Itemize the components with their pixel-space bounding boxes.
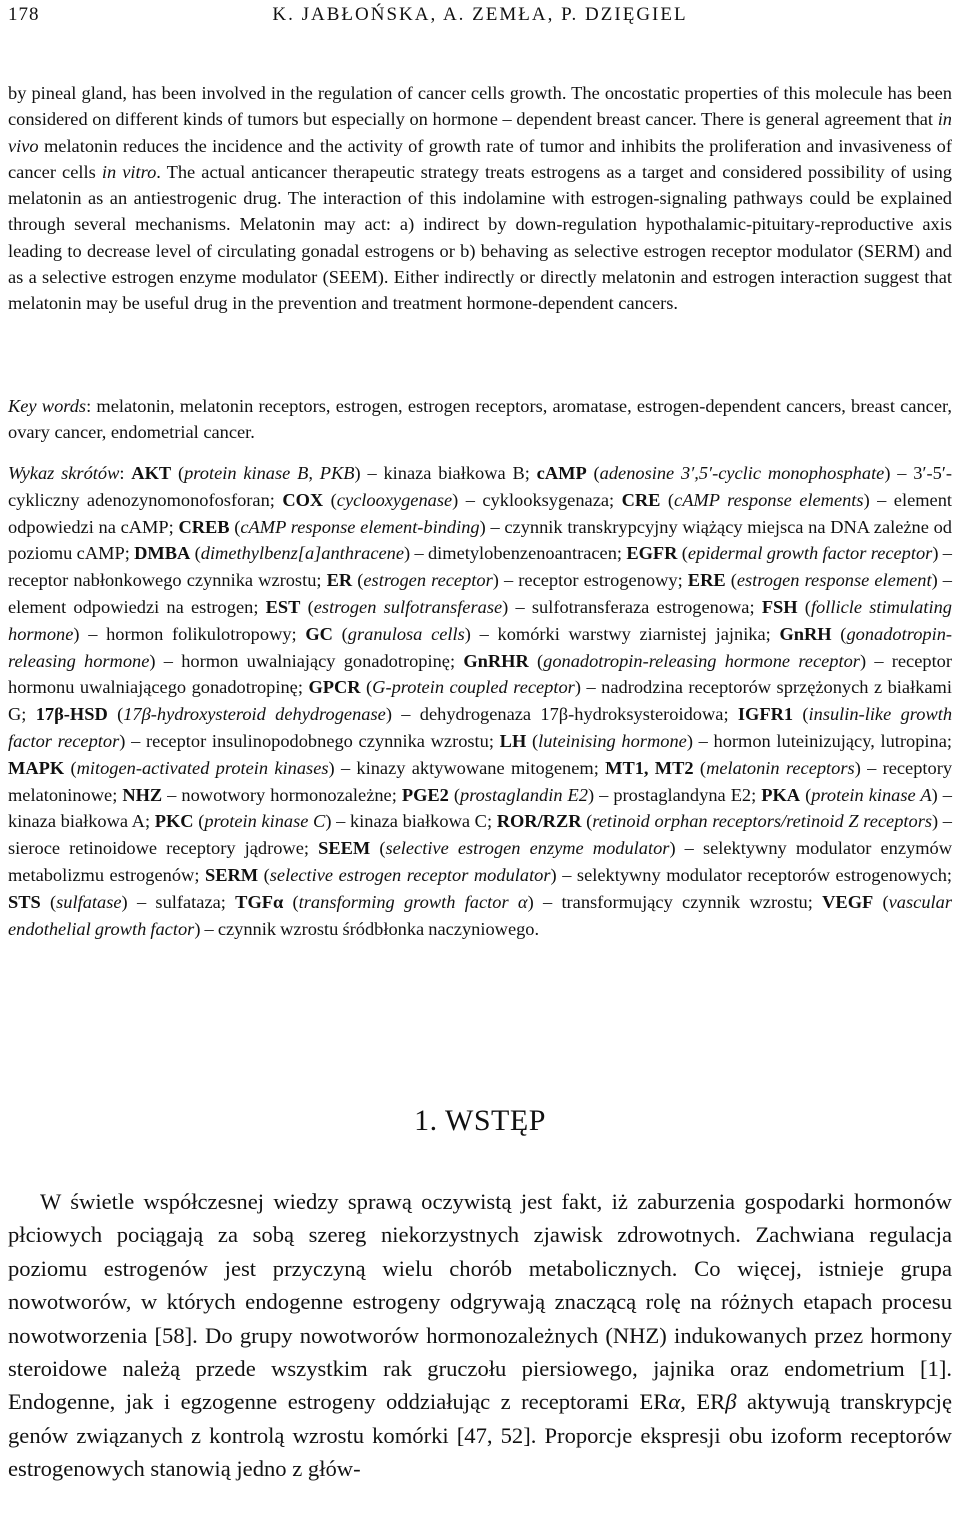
abbreviation-entry: cAMP (adenosine 3′,5′-cyclic monophosphate) – 3′-5′-cykliczny adenozynomonofosforan; bbox=[8, 463, 952, 510]
abbreviation-term: DMBA bbox=[134, 543, 191, 564]
abbreviation-expansion: cyclooxygenase bbox=[336, 489, 453, 510]
abbreviation-entry: PKC (protein kinase C) – kinaza białkowa C; bbox=[154, 811, 497, 832]
abbreviation-expansion: adenosine 3′,5′-cyclic monophosphate bbox=[599, 463, 885, 483]
abbreviation-translation: sieroce retinoidowe receptory jądrowe bbox=[8, 838, 304, 859]
abbreviation-term: TGFα bbox=[235, 891, 284, 912]
abstract-italic-in-vivo: in vivo bbox=[8, 109, 952, 156]
abbreviation-entry: EGFR (epidermal growth factor receptor) – receptor nabłonkowego czynnika wzrostu; bbox=[8, 543, 952, 591]
abbreviation-translation: kinaza białkowa B bbox=[383, 463, 525, 483]
abbreviation-entry: MAPK (mitogen-activated protein kinases) – kinazy aktywowane mitogenem; bbox=[8, 757, 606, 778]
body-text-3: aktywują transkrypcję genów związanych z kontrolą wzrostu komórki [47, 52]. Proporcje ekspresji obu izoform receptorów estrogenowych stanowią jedno z głów- bbox=[8, 1389, 952, 1482]
abbreviation-expansion: cAMP response elements bbox=[674, 489, 864, 510]
abbreviation-entry: GPCR (G-protein coupled receptor) – nadrodzina receptorów sprzężonych z białkami G; bbox=[8, 677, 952, 725]
abbreviation-translation: 3′-5′-cykliczny adenozynomonofosforan bbox=[8, 463, 952, 510]
abbreviation-expansion: sulfatase bbox=[56, 891, 122, 912]
abbreviation-entry: TGFα (transforming growth factor α) – transformujący czynnik wzrostu; bbox=[235, 891, 823, 912]
abbreviation-translation: receptory melatoninowe bbox=[8, 757, 953, 805]
abbreviation-term: COX bbox=[282, 489, 324, 510]
abbreviation-expansion: epidermal growth factor receptor bbox=[687, 543, 933, 564]
abbreviation-translation: dehydrogenaza 17β-hydroksysteroidowa bbox=[419, 704, 724, 725]
abbreviation-translation: hormon folikulotropowy bbox=[106, 623, 292, 644]
abbreviation-term: SEEM bbox=[318, 838, 371, 859]
abbreviation-expansion: protein kinase B, PKB bbox=[184, 463, 355, 483]
abbreviation-expansion: selective estrogen receptor modulator bbox=[269, 864, 551, 885]
abbreviation-term: IGFR1 bbox=[737, 704, 794, 725]
abbreviation-entry: CRE (cAMP response elements) – element odpowiedzi na cAMP; bbox=[8, 489, 953, 537]
abbreviation-entry: IGFR1 (insulin-like growth factor receptor) – receptor insulinopodobnego czynnika wzrostu; bbox=[8, 704, 953, 751]
abbreviation-translation: hormon uwalniający gonadotropinę bbox=[181, 650, 450, 671]
abbreviation-term: NHZ bbox=[122, 784, 163, 805]
abbreviation-expansion: estrogen response element bbox=[736, 570, 932, 591]
abbreviation-expansion: melatonin receptors bbox=[706, 757, 855, 778]
abbreviation-translation: kinazy aktywowane mitogenem bbox=[356, 757, 594, 778]
abbreviation-translation: hormon luteinizujący, lutropina bbox=[713, 730, 947, 751]
abbreviations-list bbox=[8, 463, 952, 939]
abbreviation-term: EST bbox=[265, 596, 301, 617]
abbreviation-translation: receptor hormonu uwalniającego gonadotropinę bbox=[8, 650, 953, 698]
body-beta: β bbox=[725, 1389, 737, 1415]
keywords-paragraph bbox=[8, 393, 952, 446]
abbreviation-expansion: gonadotropin-releasing hormone receptor bbox=[543, 650, 860, 671]
abbreviation-expansion: cAMP response element-binding bbox=[240, 516, 480, 537]
abbreviation-term: AKT bbox=[131, 463, 172, 483]
abbreviation-entry: ERE (estrogen response element) – element odpowiedzi na estrogen; bbox=[8, 570, 952, 617]
abbreviation-expansion: insulin-like growth factor receptor bbox=[8, 704, 953, 751]
abbreviation-translation: selektywny modulator enzymów metabolizmu estrogenów bbox=[8, 838, 953, 885]
body-text-2: , ER bbox=[680, 1389, 726, 1415]
abbreviation-translation: komórki warstwy ziarnistej jajnika bbox=[497, 623, 766, 644]
abbreviation-term: ER bbox=[326, 570, 353, 591]
abbreviation-translation: receptor nabłonkowego czynnika wzrostu bbox=[8, 570, 317, 591]
abbreviations-colon: : bbox=[119, 463, 132, 483]
abbreviation-expansion: estrogen sulfotransferase bbox=[313, 596, 503, 617]
abbreviation-translation: transformujący czynnik wzrostu bbox=[561, 891, 808, 912]
abbreviation-term: PGE2 bbox=[401, 784, 449, 805]
body-paragraph bbox=[8, 1185, 952, 1486]
abbreviation-term: STS bbox=[8, 891, 41, 912]
abbreviations-paragraph bbox=[8, 460, 952, 942]
abbreviation-entry: ROR/RZR (retinoid orphan receptors/retinoid Z receptors) – sieroce retinoidowe receptory jądrowe; bbox=[8, 811, 952, 859]
abbreviation-expansion: retinoid orphan receptors/retinoid Z receptors bbox=[592, 811, 933, 832]
abbreviation-term: GC bbox=[305, 623, 333, 644]
abbreviation-entry: SERM (selective estrogen receptor modulator) – selektywny modulator receptorów estrogenowych; bbox=[204, 864, 953, 885]
abbreviation-translation: cyklooksygenaza bbox=[482, 489, 610, 510]
abstract-text-3: . The actual anticancer therapeutic strategy treats estrogens as a target and considered possibility of using melatonin as an antiestrogenic drug. The interaction of this indolamine with estrogen-signaling pathways could be explained through several mechanisms. Melatonin may act: a) indirect by down-regulation hypothalamic-pituitary-reproductive axis leading to decrease level of circulating gonadal estrogens or b) behaving as selective estrogen receptor modulator (SERM) and as a selective estrogen enzyme modulator (SEEM). Either indirectly or directly melatonin and estrogen interaction suggest that melatonin may be useful drug in the prevention and treatment hormone-dependent cancers. bbox=[8, 161, 952, 314]
abbreviation-term: GPCR bbox=[308, 677, 361, 698]
abbreviation-term: VEGF bbox=[822, 891, 874, 912]
running-header bbox=[8, 4, 952, 28]
abbreviation-translation: sulfataza bbox=[155, 891, 221, 912]
abbreviation-translation: receptor insulinopodobnego czynnika wzrostu bbox=[145, 730, 489, 751]
abbreviation-term: ROR/RZR bbox=[496, 811, 582, 832]
abbreviation-entry: GnRHR (gonadotropin-releasing hormone receptor) – receptor hormonu uwalniającego gonadotropinę; bbox=[8, 650, 953, 698]
abbreviation-term: cAMP bbox=[536, 463, 587, 483]
abbreviation-entry: DMBA (dimethylbenz[a]anthracene) – dimetylobenzenoantracen; bbox=[134, 543, 627, 564]
abbreviation-entry: GnRH (gonadotropin-releasing hormone) – hormon uwalniający gonadotropinę; bbox=[8, 623, 953, 671]
abbreviation-entry: 17β-HSD (17β-hydroxysteroid dehydrogenase) – dehydrogenaza 17β-hydroksysteroidowa; bbox=[35, 704, 738, 725]
abbreviation-entry: NHZ – nowotwory hormonozależne; bbox=[122, 784, 402, 805]
running-header-authors: K. JABŁOŃSKA, A. ZEMŁA, P. DZIĘGIEL bbox=[272, 4, 688, 25]
abbreviation-expansion: 17β-hydroxysteroid dehydrogenase bbox=[123, 704, 386, 725]
abbreviation-entry: COX (cyclooxygenase) – cyklooksygenaza; bbox=[282, 489, 622, 510]
abbreviation-term: GnRHR bbox=[463, 650, 529, 671]
abbreviation-expansion: transforming growth factor α bbox=[298, 891, 528, 912]
abbreviation-expansion: selective estrogen enzyme modulator bbox=[385, 838, 670, 859]
abbreviation-entry: EST (estrogen sulfotransferase) – sulfotransferaza estrogenowa; bbox=[265, 596, 762, 617]
abbreviation-translation: selektywny modulator receptorów estrogenowych bbox=[576, 864, 947, 885]
body-alpha: α bbox=[668, 1389, 681, 1415]
abbreviation-translation: nadrodzina receptorów sprzężonych z białkami G bbox=[8, 677, 952, 725]
abbreviation-expansion: G-protein coupled receptor bbox=[372, 677, 575, 698]
abbreviation-expansion: granulosa cells bbox=[347, 623, 465, 644]
abbreviation-term: MT1, MT2 bbox=[605, 757, 694, 778]
abbreviation-entry: GC (granulosa cells) – komórki warstwy ziarnistej jajnika; bbox=[305, 623, 780, 644]
abbreviation-translation: dimetylobenzenoantracen bbox=[427, 543, 617, 564]
abbreviation-entry: MT1, MT2 (melatonin receptors) – receptory melatoninowe; bbox=[8, 757, 953, 805]
abstract-text-1: by pineal gland, has been involved in the regulation of cancer cells growth. The oncostatic properties of this molecule has been considered on different kinds of tumors but especially on hormone – dependent breast cancer. There is general agreement that bbox=[8, 83, 952, 130]
abstract-text-2: melatonin reduces the incidence and the activity of growth rate of tumor and inhibits the proliferation and invasiveness of cancer cells bbox=[8, 135, 952, 182]
abbreviation-translation: prostaglandyna E2 bbox=[613, 784, 752, 805]
abbreviation-translation: nowotwory hormonozależne bbox=[181, 784, 392, 805]
abbreviation-entry: LH (luteinising hormone) – hormon luteinizujący, lutropina; bbox=[499, 730, 953, 751]
abbreviation-term: CREB bbox=[178, 516, 230, 537]
abbreviation-entry: VEGF (vascular endothelial growth factor) – czynnik wzrostu śródbłonka naczyniowego. bbox=[8, 891, 952, 939]
abbreviation-term: GnRH bbox=[779, 623, 832, 644]
abbreviation-translation: sulfotransferaza estrogenowa bbox=[531, 596, 750, 617]
abbreviation-entry: ER (estrogen receptor) – receptor estrogenowy; bbox=[326, 570, 688, 591]
abbreviation-entry: SEEM (selective estrogen enzyme modulator) – selektywny modulator enzymów metabolizmu estrogenów; bbox=[8, 838, 953, 885]
abbreviation-entry: AKT (protein kinase B, PKB) – kinaza białkowa B; bbox=[131, 463, 537, 483]
abbreviation-term: PKC bbox=[154, 811, 194, 832]
abbreviation-translation: kinaza białkowa A bbox=[8, 811, 145, 832]
abbreviation-term: LH bbox=[499, 730, 527, 751]
abbreviation-term: PKA bbox=[761, 784, 801, 805]
abbreviation-expansion: prostaglandin E2 bbox=[460, 784, 588, 805]
abbreviation-term: EGFR bbox=[626, 543, 678, 564]
abbreviation-expansion: dimethylbenz[a]anthracene bbox=[200, 543, 405, 564]
abbreviation-translation: kinaza białkowa C bbox=[349, 811, 487, 832]
abbreviation-term: FSH bbox=[761, 596, 798, 617]
body-text-1: W świetle współczesnej wiedzy sprawą oczywistą jest fakt, iż zaburzenia gospodarki hormonów płciowych pociągają za sobą szereg niekorzystnych zjawisk zdrowotnych. Zachwiana regulacja poziomu estrogenów jest przyczyną wielu chorób metabolicznych. Co więcej, istnieje grupa nowotworów, w których endogenne estrogeny odgrywają znaczącą rolę na różnych etapach procesu nowotworzenia [58]. Do grupy nowotworów hormonozależnych (NHZ) indukowanych przez hormony steroidowe należą przede wszystkim rak gruczołu piersiowego, jajnika oraz endometrium [1]. Endogenne, jak i egzogenne estrogeny oddziałując z receptorami ER bbox=[8, 1189, 952, 1415]
abbreviation-translation: element odpowiedzi na estrogen bbox=[8, 596, 254, 617]
abbreviation-expansion: gonadotropin-releasing hormone bbox=[8, 623, 953, 671]
abbreviation-entry: PGE2 (prostaglandin E2) – prostaglandyna E2; bbox=[401, 784, 762, 805]
abbreviation-term: 17β-HSD bbox=[35, 704, 108, 725]
abbreviations-label: Wykaz skrótów bbox=[8, 463, 120, 483]
abbreviation-expansion: vascular endothelial growth factor bbox=[8, 891, 952, 939]
abbreviation-entry: STS (sulfatase) – sulfataza; bbox=[8, 891, 236, 912]
abbreviation-expansion: mitogen-activated protein kinases bbox=[76, 757, 329, 778]
abbreviation-term: CRE bbox=[621, 489, 661, 510]
abbreviation-translation: receptor estrogenowy bbox=[518, 570, 678, 591]
abbreviation-term: SERM bbox=[204, 864, 259, 885]
keywords-text: : melatonin, melatonin receptors, estrogen, estrogen receptors, aromatase, estrogen-dependent cancers, breast cancer, ovary cancer, endometrial cancer. bbox=[8, 396, 952, 443]
abbreviation-term: MAPK bbox=[8, 757, 65, 778]
keywords-label: Key words bbox=[8, 396, 87, 416]
abbreviation-expansion: estrogen receptor bbox=[363, 570, 493, 591]
abbreviation-entry: FSH (follicle stimulating hormone) – hormon folikulotropowy; bbox=[8, 596, 952, 644]
abbreviation-entry: PKA (protein kinase A) – kinaza białkowa A; bbox=[8, 784, 952, 832]
abbreviation-translation: element odpowiedzi na cAMP bbox=[8, 489, 953, 537]
section-title: 1. WSTĘP bbox=[414, 1104, 546, 1137]
abbreviation-translation: czynnik transkrypcyjny wiążący miejsca na DNA zależne od poziomu cAMP bbox=[8, 516, 952, 564]
page-number: 178 bbox=[8, 4, 40, 25]
abbreviation-term: ERE bbox=[687, 570, 726, 591]
abbreviation-expansion: follicle stimulating hormone bbox=[8, 596, 952, 644]
abbreviation-entry: CREB (cAMP response element-binding) – czynnik transkrypcyjny wiążący miejsca na DNA zależne od poziomu cAMP; bbox=[8, 516, 952, 564]
abstract-italic-in-vitro: in vitro bbox=[101, 161, 157, 182]
abbreviation-expansion: protein kinase A bbox=[811, 784, 932, 805]
abbreviation-expansion: protein kinase C bbox=[204, 811, 326, 832]
abbreviation-expansion: luteinising hormone bbox=[538, 730, 687, 751]
abstract-paragraph bbox=[8, 80, 952, 317]
abbreviation-translation: czynnik wzrostu śródbłonka naczyniowego bbox=[217, 918, 535, 939]
